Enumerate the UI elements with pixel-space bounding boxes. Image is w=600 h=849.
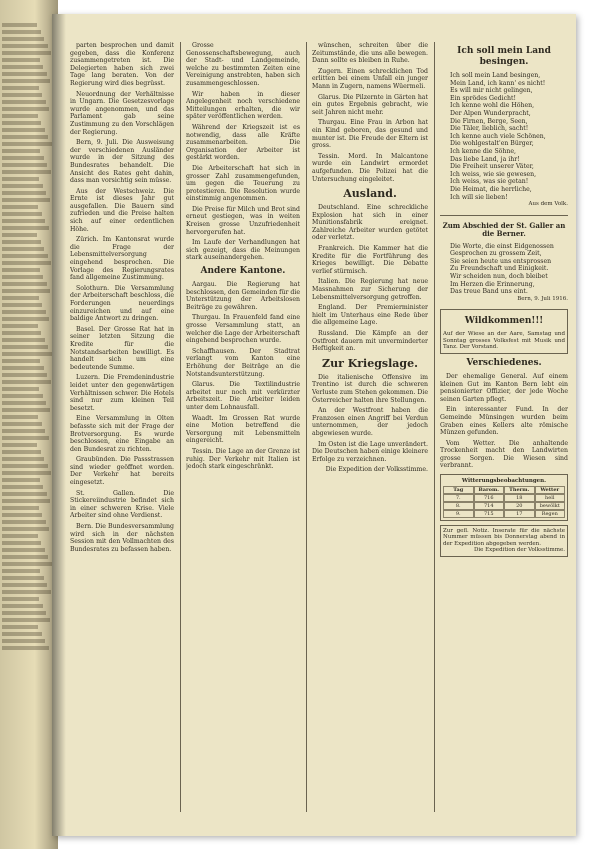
column-divider — [180, 42, 181, 812]
poem-title: Zum Abschied der St. Galler an die Berner. — [442, 220, 566, 239]
article-paragraph: Während der Kriegszeit ist es notwendig, dass alle Kräfte zusammenarbeiten. Die Organisation der Arbeiter ist gestärkt worden. — [186, 123, 300, 162]
left-page-line — [2, 205, 38, 209]
poem-line: Der Alpen Wunderpracht, — [450, 109, 531, 117]
article-paragraph: parten besprochen und damit gegeben, dass die Konferenz zusammengetreten ist. Die Delegierten haben sich zwei Tage lang beraten. Von der Regierung wird dies begrüsst. — [70, 42, 174, 87]
poem-line: Ich kenne die Söhne, — [450, 147, 517, 155]
left-page-line — [2, 387, 39, 391]
left-page-line — [2, 142, 52, 146]
poem-line: Die Firnen, Berge, Seen, — [450, 117, 528, 125]
article-paragraph: Der ehemalige General. Auf einem kleinen Gut im Kanton Bern lebt ein pensionierter Offizier, der jede Woche seinen Garten pflegt. — [440, 372, 568, 403]
left-page-line — [2, 429, 45, 433]
column-1 — [70, 42, 174, 812]
left-page-line — [2, 268, 40, 272]
article-paragraph: Zürich. Im Kantonsrat wurde die Frage der Lebensmittelversorgung eingehend besprochen. Die Vorlage des Regierungsrates fand allgemeine Zustimmung. — [70, 236, 174, 282]
left-page-line — [2, 520, 46, 524]
left-page-line — [2, 30, 41, 34]
left-page-line — [2, 352, 52, 356]
left-page-line — [2, 149, 40, 153]
left-page-line — [2, 401, 46, 405]
article-paragraph: Russland. Die Kämpfe an der Ostfront dauern mit unverminderter Heftigkeit an. — [312, 330, 428, 353]
article-paragraph: An der Westfront haben die Franzosen einen Angriff bei Verdun unternommen, der jedoch abgewiesen wurde. — [312, 407, 428, 437]
article-paragraph: wünschen, schreiten über die Zeitumstände, die uns alle bewegen. Dann sollte es bleiben in Ruhe. — [312, 42, 428, 65]
left-page-line — [2, 331, 41, 335]
left-page-line — [2, 513, 42, 517]
left-page-line — [2, 289, 50, 293]
left-page-line — [2, 450, 41, 454]
ad-headline: Wildkommen!!! — [464, 316, 544, 327]
poem-line: Ich will sie lieben! — [450, 193, 508, 201]
left-page-line — [2, 317, 49, 321]
article-paragraph: Bern, 9. Juli. Die Ausweisung der verschiedenen Ausländer wurde in der Sitzung des Bundesrates behandelt. Die Ansicht des Rates geht dahin, dass man vorsichtig sein müsse. — [70, 139, 174, 185]
notice-box — [440, 525, 568, 557]
left-page-line — [2, 359, 40, 363]
poem-line: Wir scheiden nun, doch bleibet — [450, 273, 548, 281]
poem-body — [440, 243, 568, 296]
left-page-line — [2, 436, 49, 440]
left-page-line — [2, 324, 38, 328]
article-paragraph: Aus der Westschweiz. Die Ernte ist dieses Jahr gut ausgefallen. Die Bauern sind zufrieden und die Preise halten sich auf einer ordentlichen Höhe. — [70, 187, 174, 233]
left-page-line — [2, 37, 44, 41]
left-page-line — [2, 464, 48, 468]
left-page-line — [2, 212, 42, 216]
left-page-line — [2, 611, 46, 615]
left-page-line — [2, 618, 50, 622]
left-page-line — [2, 604, 43, 608]
poem-line: Ich weiss, was sie getan! — [450, 178, 529, 186]
left-page-line — [2, 569, 40, 573]
left-page-line — [2, 100, 46, 104]
left-page-line — [2, 534, 38, 538]
table-cell: 716 — [474, 494, 505, 502]
poem-line: Die Heimat, die herrliche, — [450, 185, 532, 193]
left-page-line — [2, 107, 49, 111]
left-page-line — [2, 548, 45, 552]
left-page-line — [2, 443, 37, 447]
ad-text: Auf der Wiese an der Aare, Samstag und Sonntag grosses Volksfest mit Musik und Tanz. Der Vorstand. — [443, 331, 565, 351]
article-paragraph: Glarus. Die Pilzernte in Gärten hat ein gutes Ergebnis gebracht, wie seit Jahren nicht mehr. — [312, 93, 428, 116]
poem-date: Bern, 9. Juli 1916. — [517, 295, 568, 302]
left-page-line — [2, 499, 50, 503]
left-page-line — [2, 135, 48, 139]
left-page-line — [2, 58, 40, 62]
poem-line: Es will mir nicht gelingen, — [450, 87, 533, 95]
article-paragraph: Waadt. Im Grossen Rat wurde eine Motion betreffend die Versorgung mit Lebensmitteln eingereicht. — [186, 414, 300, 445]
divider — [440, 215, 568, 216]
section-heading-kriegslage: Zur Kriegslage. — [322, 356, 418, 370]
poem-line: Die Freiheit unserer Väter, — [450, 163, 534, 171]
left-page-line — [2, 163, 47, 167]
poem-line: Die Täler, lieblich, sacht! — [450, 125, 529, 133]
poem-line: Ein sprödes Gedicht! — [450, 94, 516, 102]
left-page-line — [2, 576, 44, 580]
table-cell: bewölkt — [535, 502, 566, 510]
article-paragraph: Eine Versammlung in Olten befasste sich mit der Frage der Brotversorgung. Es wurde beschlossen, eine Eingabe an den Bundesrat zu richten. — [70, 415, 174, 453]
column-2 — [186, 42, 300, 812]
left-page-line — [2, 170, 51, 174]
article-paragraph: Schaffhausen. Der Stadtrat verlangt vom Kanton eine Erhöhung der Beiträge an die Notstandsunterstützung. — [186, 347, 300, 378]
left-facing-page — [0, 0, 58, 849]
left-page-line — [2, 583, 47, 587]
table-cell: 20 — [504, 502, 535, 510]
left-page-line — [2, 471, 51, 475]
poem-line: Das liebe Land, ja ihr! — [450, 155, 520, 163]
article-paragraph: Die Arbeiterschaft hat sich in grosser Zahl zusammengefunden, um gegen die Teuerung zu protestieren. Die Resolution wurde einstimmig angenommen. — [186, 164, 300, 203]
article-paragraph: Vom Wetter. Die anhaltende Trockenheit macht den Landwirten grosse Sorgen. Die Wiesen sind verbrannt. — [440, 439, 568, 470]
left-page-line — [2, 114, 38, 118]
left-page-line — [2, 226, 49, 230]
left-page-text-lines — [2, 20, 52, 653]
article-paragraph: Graubünden. Die Passstrassen sind wieder geöffnet worden. Der Verkehr hat bereits eingesetzt. — [70, 456, 174, 487]
table-cell: 715 — [474, 510, 505, 518]
article-paragraph: Tessin. Mord. In Malcantone wurde ein Landwirt ermordet aufgefunden. Die Polizei hat die Untersuchung eingeleitet. — [312, 152, 428, 183]
left-page-line — [2, 373, 47, 377]
poem-line: Ich kenne auch viele Schönen, — [450, 132, 546, 140]
left-page-line — [2, 247, 44, 251]
article-paragraph: Bern. Die Bundesversammlung wird sich in der nächsten Session mit den Vollmachten des Bundesrates zu befassen haben. — [70, 523, 174, 553]
left-page-line — [2, 44, 48, 48]
table-cell: hell — [535, 494, 566, 502]
left-page-line — [2, 625, 38, 629]
left-page-line — [2, 79, 50, 83]
left-page-line — [2, 310, 46, 314]
weather-table-box — [440, 474, 568, 521]
notice-signature: Die Expedition der Volksstimme. — [474, 547, 565, 554]
table-cell: 18 — [504, 494, 535, 502]
poem-line: Die Worte, die einst Eidgenossen — [450, 242, 554, 250]
left-page-line — [2, 72, 47, 76]
left-page-line — [2, 527, 49, 531]
article-paragraph: Wir haben in dieser Angelegenheit noch verschiedene Mitteilungen erhalten, die wir später veröffentlichen werden. — [186, 90, 300, 121]
article-paragraph: Zugern. Einen schrecklichen Tod erlitten bei einem Unfall ein junger Mann in Zugern, namens Wüermeli. — [312, 67, 428, 90]
table-header-cell: Barom. — [474, 486, 505, 494]
poem-title: Ich soll mein Land besingen. — [457, 46, 551, 67]
left-page-line — [2, 23, 37, 27]
left-page-line — [2, 261, 51, 265]
left-page-line — [2, 478, 40, 482]
left-page-line — [2, 366, 44, 370]
poem-line: Mein Land, ich kann' es nicht! — [450, 79, 546, 87]
left-page-line — [2, 492, 47, 496]
poem-line: Ich weiss, wie sie gewesen, — [450, 170, 537, 178]
poem-line: Ich soll mein Land besingen, — [450, 72, 541, 79]
article-paragraph: Tessin. Die Lage an der Grenze ist ruhig. Der Verkehr mit Italien ist jedoch stark eingeschränkt. — [186, 447, 300, 471]
article-paragraph: Grosse Genossenschaftsbewegung, auch der Stadt- und Landgemeinde, welche zu bestimmten Zeiten eine Vereinigung anstrebten, haben sich zusammengeschlossen. — [186, 42, 300, 87]
article-paragraph: Glarus. Die Textilindustrie arbeitet nur noch mit verkürzter Arbeitszeit. Die Arbeiter leiden unter dem Lohnausfall. — [186, 381, 300, 411]
left-page-line — [2, 254, 48, 258]
left-page-line — [2, 93, 42, 97]
poem-line: Gesprochen zu grossem Zeit, — [450, 250, 542, 258]
article-paragraph: Luzern. Die Fremdenindustrie leidet unter den gegenwärtigen Verhältnissen schwer. Die Hotels sind nur zum kleinen Teil besetzt. — [70, 374, 174, 412]
table-cell: 8. — [443, 502, 474, 510]
article-paragraph: Thurgau. Eine Frau in Arbon hat ein Kind geboren, das gesund und munter ist. Die Freude der Eltern ist gross. — [312, 119, 428, 150]
left-page-line — [2, 597, 39, 601]
left-page-line — [2, 345, 48, 349]
left-page-line — [2, 408, 50, 412]
poem-line: Ich kenne wohl die Höhen, — [450, 102, 535, 110]
article-paragraph: Die Preise für Milch und Brot sind erneut gestiegen, was in weiten Kreisen grosse Unzufriedenheit hervorgerufen hat. — [186, 205, 300, 236]
article-paragraph: Solothurn. Die Versammlung der Arbeiterschaft beschloss, die Forderungen neuerdings einzureichen und auf eine baldige Antwort zu dringen. — [70, 284, 174, 323]
column-3 — [312, 42, 428, 812]
poem-line: Sie seien heute uns entsprossen — [450, 257, 552, 265]
section-heading-andere-kantone: Andere Kantone. — [200, 266, 286, 277]
article-paragraph: Italien. Die Regierung hat neue Massnahmen zur Sicherung der Lebensmittelversorgung getroffen. — [312, 278, 428, 301]
left-page-line — [2, 128, 45, 132]
spine-shadow — [52, 14, 66, 836]
notice-text: Zur gefl. Notiz. Inserate für die nächste Nummer müssen bis Donnerstag abend in der Expedition abgegeben werden. — [443, 527, 565, 547]
left-page-line — [2, 338, 45, 342]
left-page-line — [2, 156, 44, 160]
table-cell: 17 — [504, 510, 535, 518]
table-header-cell: Tag — [443, 486, 474, 494]
table-cell: 7. — [443, 494, 474, 502]
left-page-line — [2, 422, 42, 426]
weather-table — [443, 486, 565, 518]
table-cell: 714 — [474, 502, 505, 510]
left-page-line — [2, 485, 43, 489]
article-paragraph: Frankreich. Die Kammer hat die Kredite für die Fortführung des Krieges bewilligt. Die Debatte verlief stürmisch. — [312, 245, 428, 275]
poem-line: Im Herzen die Erinnerung, — [450, 280, 535, 288]
left-page-line — [2, 541, 41, 545]
article-paragraph: Im Osten ist die Lage unverändert. Die Deutschen haben einige kleinere Erfolge zu verzeichnen. — [312, 440, 428, 463]
left-page-line — [2, 632, 42, 636]
article-paragraph: England. Der Premierminister hielt im Unterhaus eine Rede über die allgemeine Lage. — [312, 304, 428, 327]
article-paragraph: Deutschland. Eine schreckliche Explosion hat sich in einer Munitionsfabrik ereignet. Zahlreiche Arbeiter wurden getötet oder verletzt. — [312, 204, 428, 242]
left-page-line — [2, 219, 45, 223]
left-page-line — [2, 646, 49, 650]
left-page-line — [2, 380, 51, 384]
article-paragraph: Ein interessanter Fund. In der Gemeinde Münsingen wurden beim Graben eines Kellers alte römische Münzen gefunden. — [440, 406, 568, 437]
poem-line: Die wohlgestalt'en Bürger, — [450, 140, 534, 148]
left-page-line — [2, 191, 46, 195]
table-cell: Regen — [535, 510, 566, 518]
article-signature: Die Expedition der Volksstimme. — [325, 466, 428, 474]
poem-line: Zu Freundschaft und Einigkeit. — [450, 265, 549, 273]
article-paragraph: Neuordnung der Verhältnisse in Ungarn. Die Gesetzesvorlage wurde angenommen, und das Parlament gab seine Zustimmung zu den Vorschlägen der Regierung. — [70, 90, 174, 136]
left-page-line — [2, 86, 39, 90]
left-page-line — [2, 198, 50, 202]
article-paragraph: Im Laufe der Verhandlungen hat sich gezeigt, dass die Meinungen stark auseinandergehen. — [186, 239, 300, 262]
left-page-line — [2, 282, 47, 286]
section-heading-verschiedenes: Verschiedenes. — [466, 357, 542, 368]
poem-author: Aus dem Volk. — [528, 201, 568, 208]
left-page-line — [2, 415, 38, 419]
article-paragraph: Die italienische Offensive im Trentino ist durch die schweren Verluste zum Stehen gekommen. Die Österreicher halten ihre Stellungen. — [312, 373, 428, 404]
left-page-line — [2, 555, 48, 559]
table-cell: 9. — [443, 510, 474, 518]
left-page-line — [2, 639, 45, 643]
left-page-line — [2, 590, 51, 594]
article-paragraph: Thurgau. In Frauenfeld fand eine grosse Versammlung statt, an welcher die Lage der Arbeiterschaft eingehend besprochen wurde. — [186, 314, 300, 345]
left-page-line — [2, 184, 43, 188]
left-page-line — [2, 506, 39, 510]
left-page-line — [2, 240, 41, 244]
section-heading-ausland: Ausland. — [343, 187, 397, 201]
left-page-line — [2, 233, 37, 237]
left-page-line — [2, 51, 51, 55]
left-page-line — [2, 457, 44, 461]
left-page-line — [2, 296, 39, 300]
table-header-cell: Wetter — [535, 486, 566, 494]
poem-body — [440, 72, 568, 201]
poem-line: Das treue Band uns eint. — [450, 288, 528, 296]
column-divider — [434, 42, 435, 812]
left-page-line — [2, 121, 41, 125]
column-4 — [440, 42, 568, 812]
left-page-line — [2, 562, 52, 566]
article-paragraph: Basel. Der Grosse Rat hat in seiner letzten Sitzung die Kredite für die Notstandsarbeiten bewilligt. Es handelt sich um eine bedeutende Summe. — [70, 325, 174, 371]
article-paragraph: Aargau. Die Regierung hat beschlossen, den Gemeinden für die Unterstützung der Arbeitslosen Beiträge zu gewähren. — [186, 281, 300, 311]
article-paragraph: St. Gallen. Die Stickereiindustrie befindet sich in einer schweren Krise. Viele Arbeiter sind ohne Verdienst. — [70, 489, 174, 520]
left-page-line — [2, 394, 43, 398]
column-divider — [306, 42, 307, 812]
left-page-line — [2, 177, 39, 181]
left-page-line — [2, 303, 42, 307]
left-page-line — [2, 65, 43, 69]
left-page-line — [2, 275, 43, 279]
table-header-cell: Therm. — [504, 486, 535, 494]
advertisement-box — [440, 309, 568, 354]
weather-table-title: Witterungsbeobachtungen. — [461, 478, 547, 485]
